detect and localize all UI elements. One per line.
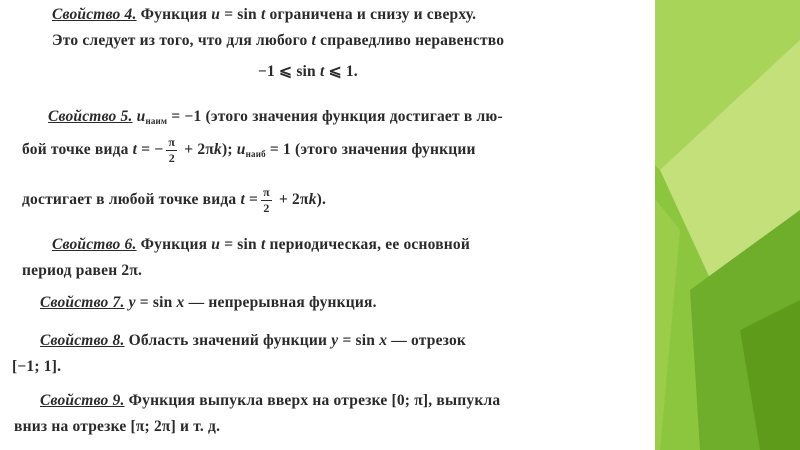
p5-l2-var-t: t (132, 141, 138, 159)
p8-var-x: x (379, 332, 388, 349)
p4-l2-text-a: Это следует из того, что для любого (52, 32, 308, 49)
p4-var-t: t (260, 6, 266, 23)
p6-text-a: Функция (140, 236, 208, 253)
p5-l3-text: достигает в любой точке вида (22, 191, 237, 209)
p6-l2-text: период равен 2π. (22, 262, 143, 279)
property-4-line-1 (52, 6, 476, 24)
p4-ineq-t: t (319, 63, 325, 80)
p7-eq: = sin (139, 294, 173, 311)
property-5-line-3 (22, 186, 326, 215)
p4-ineq-a: −1 ⩽ sin (258, 63, 316, 80)
p7-var-y: y (128, 294, 136, 311)
p5-frac1-num: π (168, 135, 176, 149)
p9-l2-text: вниз на отрезке [π; 2π] и т. д. (14, 418, 221, 435)
p5-sub-max: наиб (245, 149, 266, 160)
p5-l1-text: = −1 (этого значения функция достигает в лю- (171, 108, 503, 125)
p4-ineq-b: ⩽ 1. (328, 63, 358, 80)
p9-l1-text: Функция выпукла вверх на отрезке [0; π], выпукла (128, 392, 501, 409)
property-4-label: Свойство 4. (52, 6, 137, 23)
property-7-line (40, 294, 377, 312)
p4-text-b: = sin (224, 6, 257, 23)
p5-l2-close: ); (221, 141, 233, 159)
p7-var-x: x (176, 294, 185, 311)
p5-l2-text-c: = 1 (этого значения функции (269, 141, 476, 159)
p6-text-c: периодическая, ее основной (269, 236, 470, 253)
property-6-line-1 (52, 236, 470, 254)
property-8-line-1 (40, 332, 466, 350)
p4-l2-var-t: t (311, 32, 317, 49)
property-7-label: Свойство 7. (40, 294, 125, 311)
property-4-inequality (258, 62, 358, 81)
p5-var-u: u (136, 108, 146, 125)
property-6-label: Свойство 6. (52, 236, 137, 253)
property-6-line-2 (22, 262, 142, 280)
property-9-label: Свойство 9. (40, 392, 125, 409)
p5-sub-min: наим (145, 116, 168, 126)
p5-fraction-1 (166, 136, 177, 165)
p4-text-c: ограничена и снизу и сверху. (269, 6, 477, 23)
property-8-label: Свойство 8. (40, 332, 125, 349)
p8-eq: = sin (342, 332, 376, 349)
property-5-line-2 (22, 136, 476, 165)
p5-l3-var-k: k (308, 191, 317, 209)
p5-l3-var-t: t (240, 191, 245, 209)
p6-var-t: t (260, 236, 266, 253)
p5-fraction-2 (261, 186, 272, 215)
p5-l2-var-k: k (214, 141, 222, 159)
property-4-line-2 (52, 32, 504, 50)
p5-frac1-den: 2 (168, 151, 175, 165)
p8-text-a: Область значений функции (128, 332, 328, 349)
p8-l2-text: [−1; 1]. (12, 358, 62, 375)
p7-rest: — непрерывная функция. (188, 294, 377, 311)
p5-l2-eq: = − (141, 141, 164, 159)
p4-l2-text-b: справедливо неравенство (320, 32, 505, 49)
p5-frac2-num: π (263, 185, 270, 199)
property-9-line-1 (40, 392, 500, 410)
p6-var-u: u (211, 236, 221, 253)
p5-l3-plus: + 2π (278, 191, 309, 209)
property-5-label: Свойство 5. (48, 108, 133, 125)
p5-l2-text-a: бой точке вида (22, 141, 129, 159)
p5-frac2-den: 2 (263, 201, 270, 215)
p5-l3-eq: = (249, 191, 259, 209)
p6-text-b: = sin (224, 236, 257, 253)
property-5-line-1 (48, 108, 503, 126)
p8-text-b: — отрезок (391, 332, 467, 349)
p4-text-a: Функция (140, 6, 208, 23)
p5-l2-var-u: u (236, 141, 246, 159)
p8-var-y: y (331, 332, 339, 349)
property-9-line-2 (14, 418, 220, 436)
p5-l3-close: ). (316, 191, 327, 209)
p5-l2-plus: + 2π (184, 141, 215, 159)
property-8-line-2 (12, 358, 61, 376)
p4-var-u: u (211, 6, 221, 23)
